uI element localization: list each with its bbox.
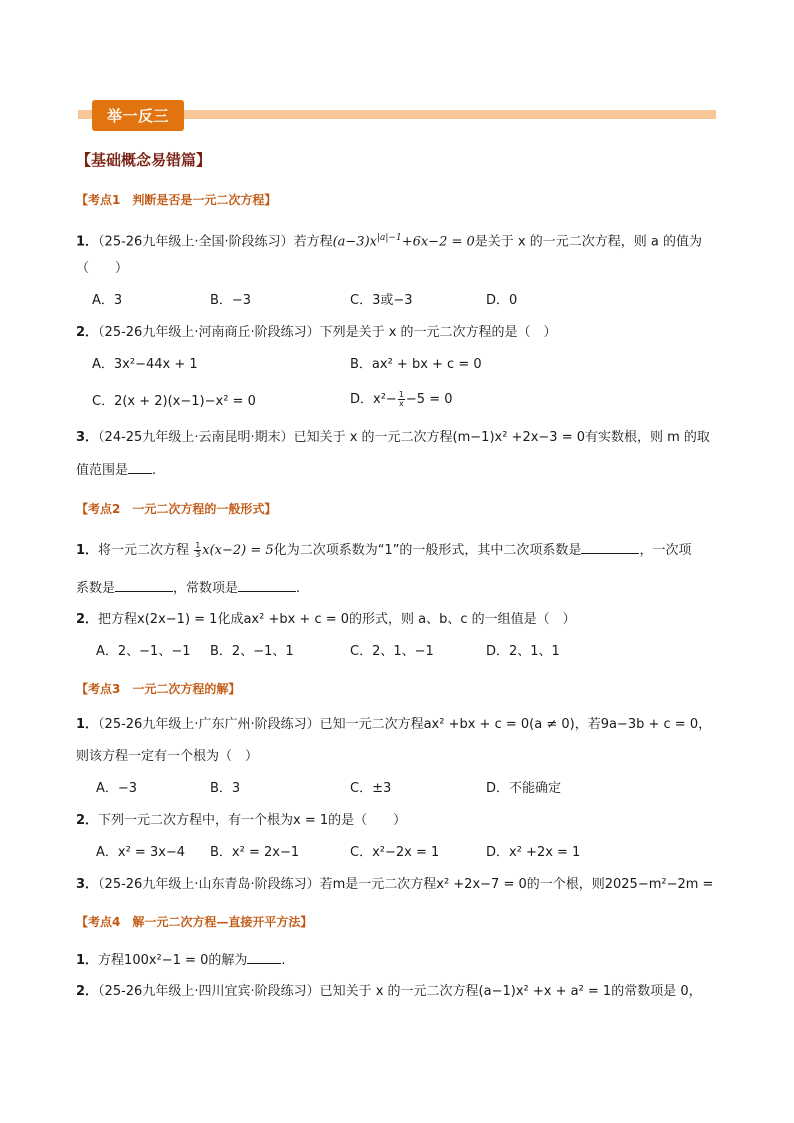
line2-b: ，常数项是: [173, 581, 239, 596]
k1-q2: [76, 323, 557, 343]
question-text: （25-26九年级上·全国·阶段练习）若方程: [98, 234, 333, 250]
option-d: D．不能确定: [486, 781, 562, 796]
question-pre: 将一元二次方程: [98, 543, 194, 558]
line2-text: 值范围是: [76, 463, 129, 478]
k3-q1-line2: 则该方程一定有一个根为（ ）: [76, 749, 259, 764]
question-end: .: [281, 953, 286, 968]
k3-q2: [76, 811, 406, 831]
answer-blank[interactable]: [247, 950, 281, 964]
fraction-numerator: 1: [195, 541, 201, 550]
option-d: [350, 390, 453, 410]
k1-q3: [76, 428, 710, 448]
option-c: C．x²−2x = 1: [350, 845, 440, 860]
option-c: C．3或−3: [350, 293, 413, 308]
k4-q2: [76, 982, 702, 1002]
question-number: 2．: [76, 984, 99, 999]
section-title: 【基础概念易错篇】: [76, 151, 212, 169]
question-number: 1．: [76, 543, 99, 558]
line2-c: .: [296, 581, 301, 596]
question-text: 方程100x²−1 = 0的解为: [98, 953, 248, 968]
question-number: 1．: [76, 953, 99, 968]
equation: (a−3)x: [332, 234, 377, 250]
option-d: D．2、1、1: [486, 644, 560, 659]
fraction-denominator: x: [398, 399, 404, 408]
option-d-pre: D．x²−: [350, 392, 397, 407]
k3-q3: [76, 875, 713, 895]
k2-q1: [76, 540, 691, 561]
question-text: （25-26九年级上·山东青岛·阶段练习）若m是一元二次方程x² +2x−7 = 0的一个根，则2025−m²−2m =: [98, 877, 714, 892]
option-b: B．3: [210, 781, 241, 796]
question-number: 2．: [76, 612, 99, 627]
k2-q2: [76, 610, 576, 630]
exponent: |a|−1: [376, 233, 402, 243]
question-text: （25-26九年级上·四川宜宾·阶段练习）已知关于 x 的一元二次方程(a−1)x² +x + a² = 1的常数项是 0，: [98, 984, 702, 999]
question-number: 2．: [76, 813, 99, 828]
option-a: A．2、−1、−1: [96, 644, 191, 659]
option-c: C．2、1、−1: [350, 644, 434, 659]
question-text: 下列一元二次方程中，有一个根为x = 1的是（ ）: [98, 813, 407, 828]
option-c: C．2(x + 2)(x−1)−x² = 0: [92, 394, 256, 409]
option-b: B．−3: [210, 293, 252, 308]
kaodian-3-title: 【考点3 一元二次方程的解】: [76, 682, 241, 696]
question-text: （24-25九年级上·云南昆明·期末）已知关于 x 的一元二次方程(m−1)x² +2x−3 = 0有实数根，则 m 的取: [98, 430, 710, 445]
option-d: D．0: [486, 293, 518, 308]
k4-q1: [76, 950, 286, 971]
k1-q3-line2: [76, 460, 156, 481]
kaodian-2-title: 【考点2 一元二次方程的一般形式】: [76, 502, 277, 516]
equation-rest: +6x−2 = 0: [401, 234, 475, 250]
fraction: [398, 391, 405, 408]
k2-q1-line2: [76, 578, 300, 599]
option-c: C．±3: [350, 781, 392, 796]
option-b: B．x² = 2x−1: [210, 845, 300, 860]
answer-blank[interactable]: [128, 460, 152, 474]
line2-a: 系数是: [76, 581, 116, 596]
option-a: A．−3: [96, 781, 138, 796]
line2-end: .: [152, 463, 157, 478]
answer-blank[interactable]: [238, 578, 296, 592]
option-b: B．2、−1、1: [210, 644, 294, 659]
fraction-denominator: 3: [195, 550, 201, 559]
section-tag: 举一反三: [92, 100, 184, 131]
question-number: 1．: [76, 717, 99, 732]
option-b: B．ax² + bx + c = 0: [350, 357, 482, 372]
option-d-post: −5 = 0: [405, 392, 453, 407]
answer-blank[interactable]: [115, 578, 173, 592]
question-post: 化为二次项系数为“1”的一般形式，其中二次项系数是: [273, 543, 582, 558]
fraction-numerator: 1: [398, 390, 404, 399]
kaodian-4-title: 【考点4 解一元二次方程—直接开平方法】: [76, 915, 313, 929]
question-number: 1．: [76, 234, 99, 250]
question-number: 3．: [76, 430, 99, 445]
option-a: A．3x²−44x + 1: [92, 357, 198, 372]
option-a: A．3: [92, 293, 123, 308]
fraction: [194, 542, 201, 559]
question-number: 3．: [76, 877, 99, 892]
k1-q1-line2: （ ）: [76, 261, 129, 276]
question-suffix: 是关于 x 的一元二次方程，则 a 的值为: [474, 234, 702, 250]
answer-blank[interactable]: [581, 540, 639, 554]
option-a: A．x² = 3x−4: [96, 845, 186, 860]
question-post2: ，一次项: [639, 543, 692, 558]
question-text: （25-26九年级上·河南商丘·阶段练习）下列是关于 x 的一元二次方程的是（ ）: [98, 325, 557, 340]
equation: x(x−2) = 5: [202, 543, 274, 558]
kaodian-1-title: 【考点1 判断是否是一元二次方程】: [76, 193, 277, 207]
option-d: D．x² +2x = 1: [486, 845, 581, 860]
k3-q1: [76, 715, 711, 735]
question-number: 2．: [76, 325, 99, 340]
question-text: （25-26九年级上·广东广州·阶段练习）已知一元二次方程ax² +bx + c = 0(a ≠ 0)，若9a−3b + c = 0，: [98, 717, 712, 732]
k1-q1: [76, 228, 702, 252]
question-text: 把方程x(2x−1) = 1化成ax² +bx + c = 0的形式，则 a、b、c 的一组值是（ ）: [98, 612, 576, 627]
